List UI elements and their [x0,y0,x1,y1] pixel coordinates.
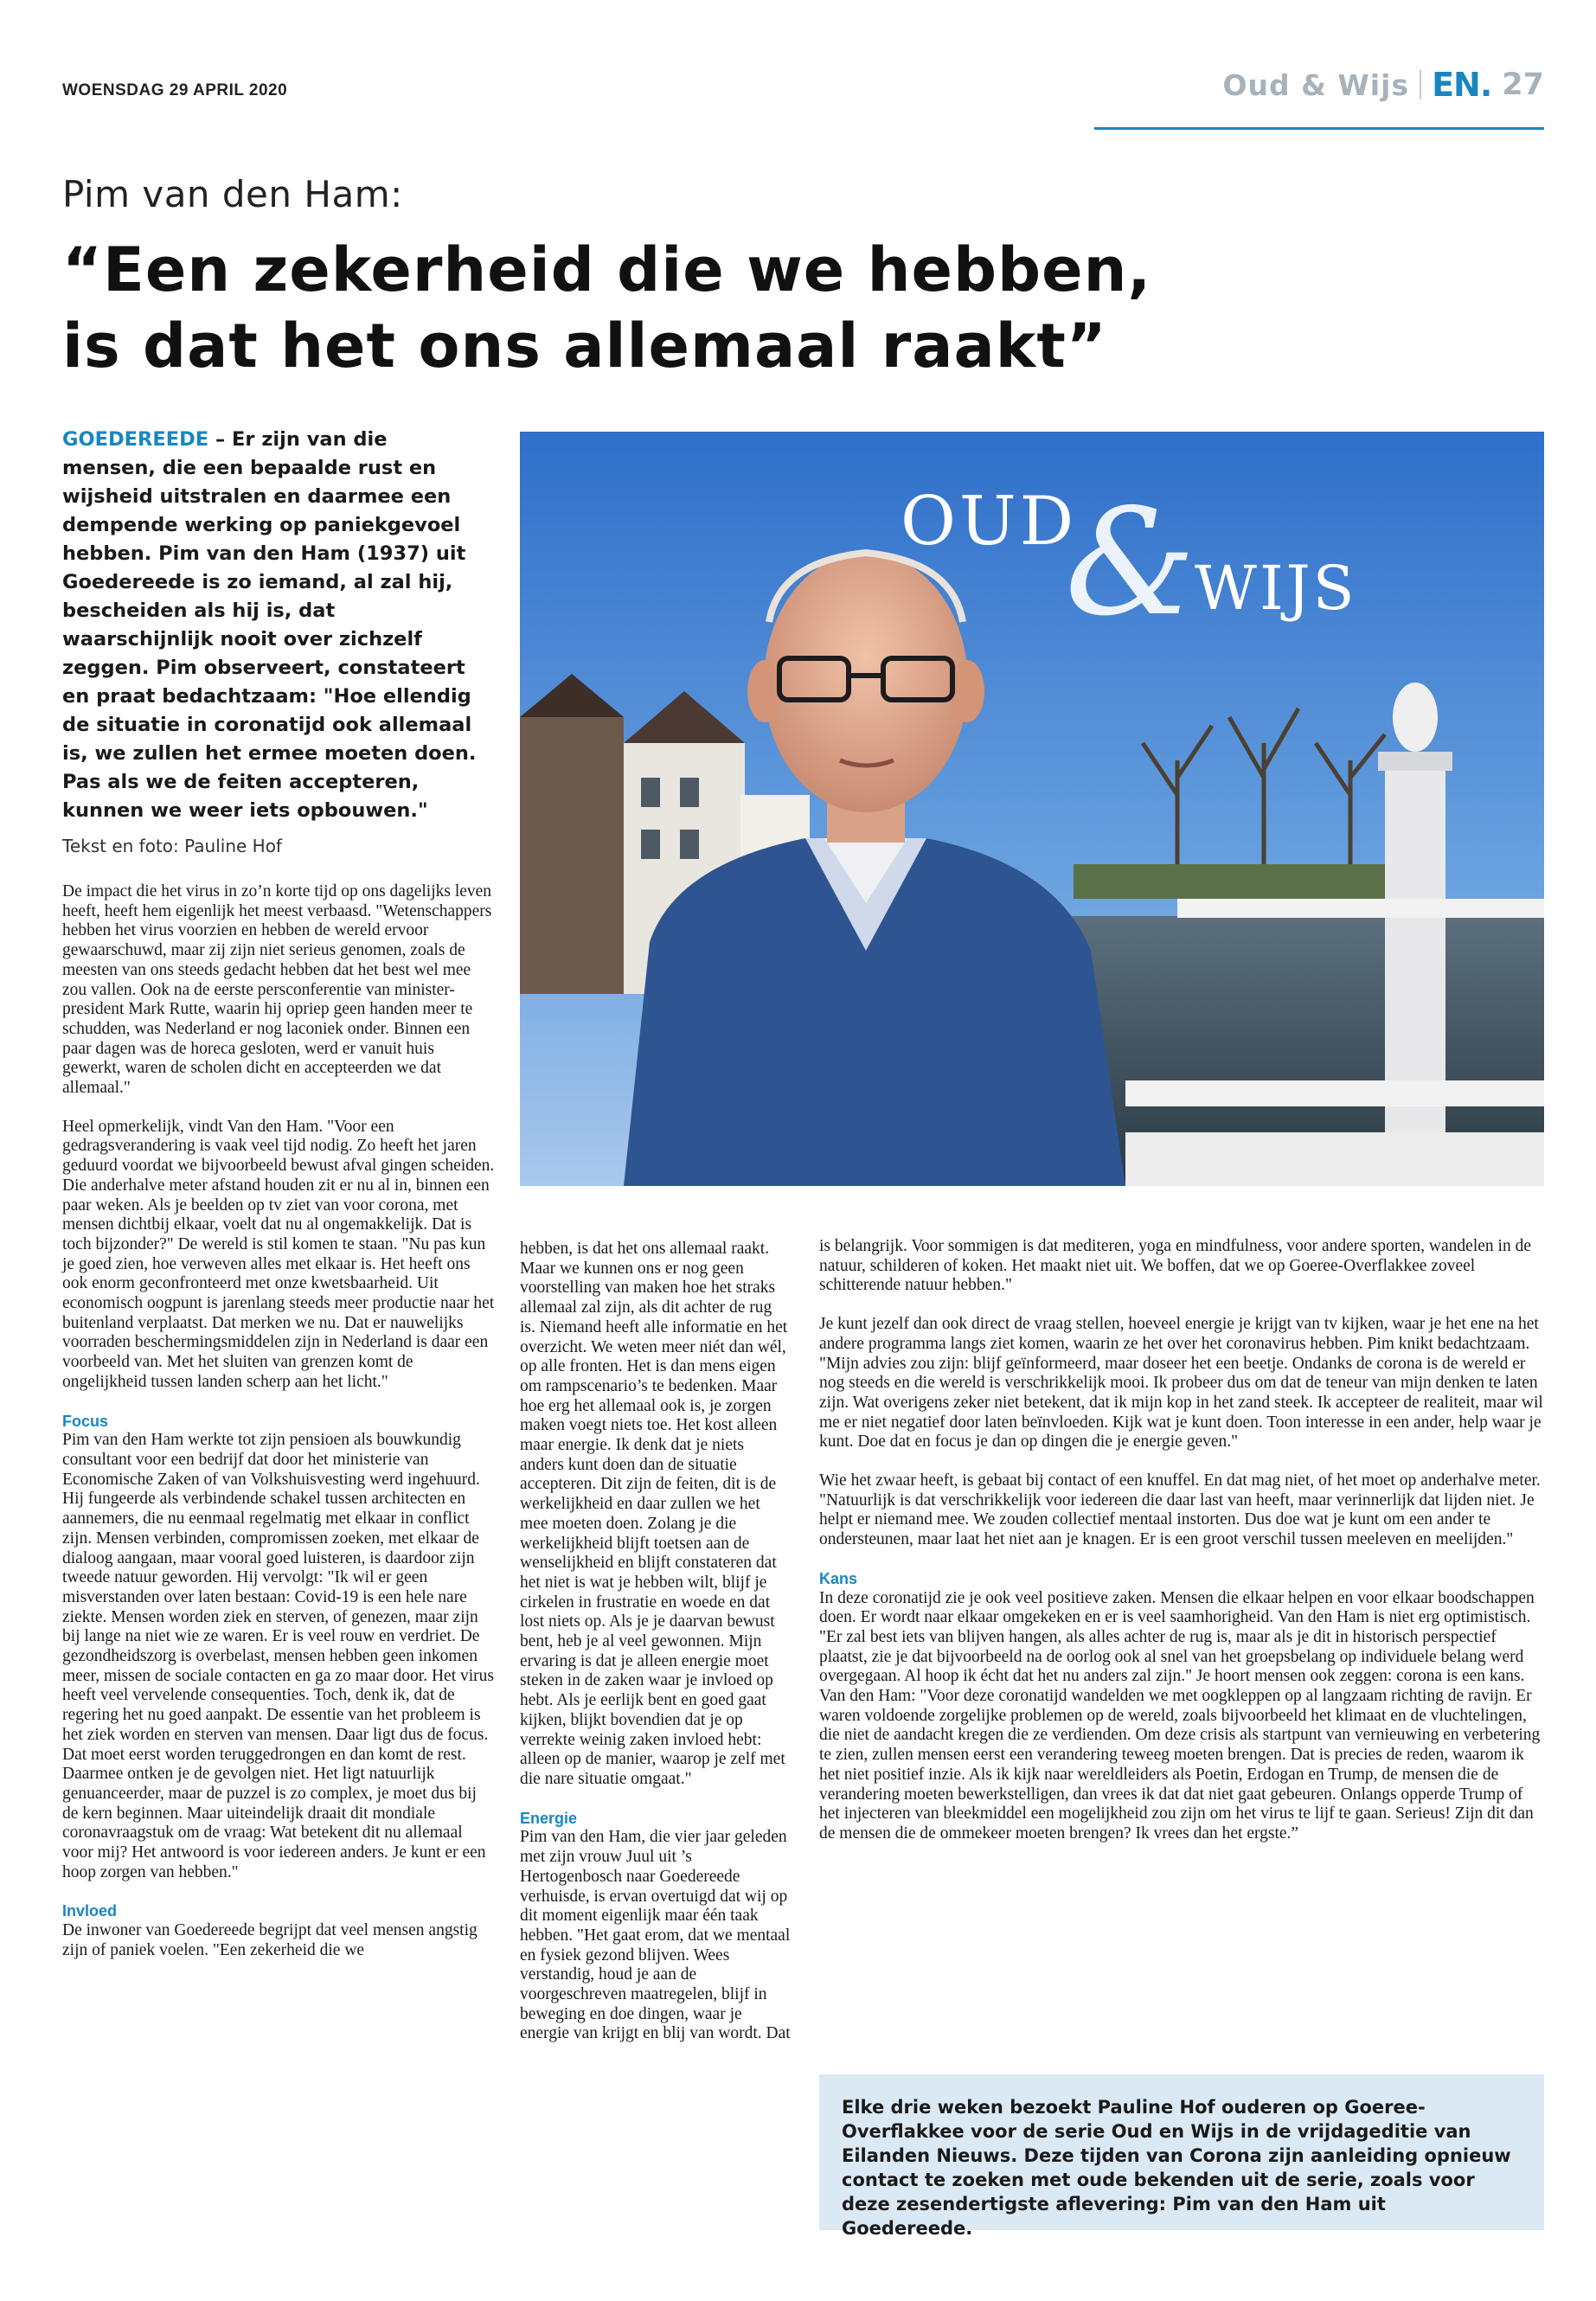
intro-text: – Er zijn van die mensen, die een bepaalde rust en wijsheid uitstralen en daarmee een dempende werking op paniekgevoel hebben. Pim van den Ham (1937) uit Goedereede is zo iemand, al zal hij, bescheiden als hij is, dat waarschijnlijk nooit over zichzelf zeggen. Pim observeert, constateert en praat bedachtzaam: "Hoe ellendig de situatie in coronatijd ook allemaal is, we zullen het ermee moeten doen. Pas als we de feiten accepteren, kunnen we weer iets opbouwen." [62,428,477,822]
subheading-invloed: Invloed [62,1902,118,1920]
paragraph: is belangrijk. Voor sommigen is dat mediteren, yoga en mindfulness, voor andere sporten, wandelen in de natuur, schilderen of koken. Het maakt niet uit. We boffen, dat we op Goeree-Overflakkee zoveel schitterende natuur hebben." [819,1237,1531,1295]
intro-location: GOEDEREEDE [62,428,209,451]
photo-logo-bottom: WIJS [1195,553,1357,624]
paragraph: De impact die het virus in zo’n korte tijd op ons dagelijks leven heeft, heeft hem eigenlijk het meest verbaasd. "Wetenschappers hebben het virus voorzien en hebben de wereld ervoor gewaarschuwd, maar zij zijn niet serieus genomen, zoals de meesten van ons steeds gedacht hebben dat het best wel mee zou vallen. Ook na de eerste persconferentie van minister-president Mark Rutte, waarin hij opriep geen handen meer te schudden, was Nederland er nog laconiek onder. Binnen een paar dagen was de horeca gesloten, werd er vanuit huis gewerkt, waren de scholen dicht en accepteerden we dat allemaal." [62,882,492,1098]
subheading-energie: Energie [520,1809,578,1827]
issue-date: WOENSDAG 29 APRIL 2020 [62,81,288,99]
article-intro [62,426,486,825]
body-column-1 [62,882,495,1980]
body-column-3 [819,1237,1544,1863]
page-header [1222,66,1544,104]
page-number: 27 [1502,67,1544,102]
paragraph: hebben, is dat het ons allemaal raakt. Maar we kunnen ons er nog geen voorstelling van maken hoe het straks allemaal zal zijn, als dit achter de rug is. Niemand heeft alle informatie en het overzicht. We weten meer niét dan wél, op alle fronten. Het is dan mens eigen om rampscenario’s te bedenken. Maar hoe erg het allemaal ook is, je zorgen maken voegt niets toe. Het kost alleen maar energie. Ik denk dat je niets anders kunt doen dan de situatie accepteren. Dit zijn de feiten, dit is de werkelijkheid en daar zullen we het mee moeten doen. Zolang je die werkelijkheid blijft toetsen aan de wenselijkheid en blijft constateren dat het niet is wat je hebben wilt, blijf je cirkelen in frustratie en woede en dat lost niets op. Als je je daarvan bewust bent, heb je al veel gewonnen. Mijn ervaring is dat je alleen energie moet steken in de zaken waar je invloed op hebt. Als je eerlijk bent en goed gaat kijken, blijkt bovendien dat je op verrekte weinig zaken invloed hebt: alleen op de manier, waarop je zelf met die nare situatie omgaat." [520,1240,788,1788]
paragraph: De inwoner van Goedereede begrijpt dat veel mensen angstig zijn of paniek voelen. "Een zekerheid die we [62,1921,478,1959]
paragraph: Wie het zwaar heeft, is gebaat bij contact of een knuffel. En dat mag niet, of het moet op anderhalve meter. "Natuurlijk is dat verschrikkelijk voor iedereen die daar last van heeft, maar verinnerlijk dat lijden niet. Je helpt er niemand mee. We zouden collectief mentaal instorten. Dus doe wat je kunt om een ander te ondersteunen, maar laat het niet aan je knagen. Er is een groot verschil tussen meeleven en meelijden." [819,1471,1541,1549]
article-headline [62,232,1360,384]
paragraph: Je kunt jezelf dan ook direct de vraag stellen, hoeveel energie je krijgt van tv kijken, waar je het ene na het andere programma langs ziet komen, waarin ze het over het coronavirus hebben. Pim knikt bedachtzaam. "Mijn advies zou zijn: blijf geïnformeerd, maar doseer het een beetje. Ondanks de corona is de wereld er nog steeds en die wereld is verschrikkelijk mooi. Ik probeer dus om dat de teneur van mijn denken te laten zijn. Wat overigens zeker niet betekent, dat ik mijn kop in het zand steek. Ik accepteer de realiteit, maar wil me er niet negatief door laten beïnvloeden. Kijk wat je kunt doen. Toon interesse in een ander, help waar je kunt. Doe dat en focus je dan op dingen die je energie geven." [819,1315,1543,1452]
subheading-focus: Focus [62,1412,109,1430]
portrait-photo [520,432,1544,1186]
header-rule [1094,127,1544,130]
byline: Tekst en foto: Pauline Hof [62,836,282,856]
photo-logo-top: OUD [901,483,1078,561]
brand-logo: EN. [1432,66,1492,104]
headline-line-2: is dat het ons allemaal raakt” [62,311,1107,381]
article-kicker: Pim van den Ham: [62,173,403,215]
series-info-text: Elke drie weken bezoekt Pauline Hof ouderen op Goeree-Overflakkee voor de serie Oud en Wijs in de vrijdageditie van Eilanden Nieuws. Deze tijden van Corona zijn aanleiding opnieuw contact te zoeken met oude bekenden uit de serie, zoals voor deze zesendertigste aflevering: Pim van den Ham uit Goedereede. [842,2097,1511,2239]
subheading-kans: Kans [819,1569,858,1587]
paragraph: In deze coronatijd zie je ook veel positieve zaken. Mensen die elkaar helpen en voor elkaar boodschappen doen. Er wordt naar elkaar omgekeken en er is veel saamhorigheid. Van den Ham is niet erg optimistisch. "Er zal best iets van blijven hangen, als alles achter de rug is, maar als je dit in historisch perspectief plaatst, zie je dat bijvoorbeeld na de oorlog ook al snel van het groepsbelang op individuele belang werd overgegaan. Al hoop ik écht dat het nu anders zal zijn." Je hoort mensen ook zeggen: corona is een kans. Van den Ham: "Voor deze coronatijd wandelden we met oogkleppen op al langzaam richting de ravijn. Er waren voldoende zorgelijke problemen op de wereld, zoals bijvoorbeeld het klimaat en de vluchtelingen, die niet de aandacht kregen die ze verdienden. Om deze crisis als startpunt van vernieuwing en verbetering te zien, zullen mensen eerst een verandering teweeg moeten brengen. Dat is precies de reden, waarom ik het niet positief inzie. Als ik kijk naar wereldleiders als Poetin, Erdogan en Trump, de mensen die de verandering moeten bewerkstelligen, dan vrees ik dat dat niet gaat gebeuren. Onlangs opperde Trump of het injecteren van bleekmiddel een mogelijkheid zou zijn om het virus te lijf te gaan. Serieus! Zijn dit dan de mensen die de ommekeer moeten brengen? Ik vrees dan het ergste.” [819,1588,1541,1843]
headline-line-1: “Een zekerheid die we hebben, [62,234,1152,305]
paragraph: Pim van den Ham werkte tot zijn pensioen als bouwkundig consultant voor een bedrijf dat door het ministerie van Economische Zaken of van Volkshuisvesting werd ingehuurd. Hij fungeerde als verbindende schakel tussen architecten en aannemers, die nu eenmaal regelmatig met elkaar in conflict zijn. Mensen verbinden, compromissen zoeken, met elkaar de dialoog aangaan, maar vooral goed luisteren, is daardoor zijn tweede natuur geworden. Hij vervolgt: "Ik wil er geen misverstanden over laten bestaan: Covid-19 is een hele nare ziekte. Mensen worden ziek en sterven, of genezen, maar zijn bij lange na niet wie ze waren. Er is veel rouw en verdriet. De gezondheidszorg is overbelast, mensen hebben geen inkomen meer, missen de sociale contacten en ga zo maar door. Het virus heeft veel vervelende consequenties. Toch, denk ik, dat de regering het nu goed aanpakt. De essentie van het probleem is het ziek worden en sterven van mensen. Daar ligt dus de focus. Dat moet eerst worden teruggedrongen en dan komt de rest. Daarmee ontken je de gevolgen niet. Het ligt natuurlijk genuanceerder, maar de puzzel is zo complex, je moet dus bij de kern beginnen. Maar uiteindelijk draait dit mondiale coronavraagstuk om de vraag: Wat betekent dit nu allemaal voor mij? Het antwoord is voor iedereen anders. Je kunt er een hoop zorgen van hebben." [62,1431,494,1881]
section-name: Oud & Wijs [1222,67,1410,102]
header-divider [1420,70,1421,99]
photo-illustration [520,432,1544,1186]
photo-logo-ampersand: & [1065,478,1196,649]
series-info-box [819,2074,1544,2239]
body-column-2 [520,1240,791,2063]
paragraph: Pim van den Ham, die vier jaar geleden met zijn vrouw Juul uit ’s Hertogenbosch naar Goedereede verhuisde, is ervan overtuigd dat wij op dit moment eigenlijk maar één taak hebben. "Het gaat erom, dat we mentaal en fysiek gezond blijven. Wees verstandig, houd je aan de voorgeschreven maatregelen, blijf in beweging en doe dingen, waar je energie van krijgt en blij van wordt. Dat [520,1828,791,2043]
paragraph: Heel opmerkelijk, vindt Van den Ham. "Voor een gedragsverandering is vaak veel tijd nodig. Zo heeft het jaren geduurd voordat we bijvoorbeeld bewust afval gingen scheiden. Die anderhalve meter afstand houden zit er nu al in, binnen een paar weken. Als je beelden op tv ziet van voor corona, met mensen dichtbij elkaar, voelt dat nu al ongemakkelijk. Dat is toch bijzonder?" De wereld is stil komen te staan. "Nu pas kun je goed zien, hoe verweven alles met elkaar is. Het heeft ons ook enorm geconfronteerd met onze kwetsbaarheid. Uit economisch oogpunt is jarenlang steeds meer productie naar het buitenland verplaatst. Dat merken we nu. Dat er nauwelijks voorraden beschermingsmiddelen zijn in Nederland is daar een voorbeeld van. Met het sluiten van grenzen komt de ongelijkheid tussen landen scherp aan het licht." [62,1117,495,1391]
